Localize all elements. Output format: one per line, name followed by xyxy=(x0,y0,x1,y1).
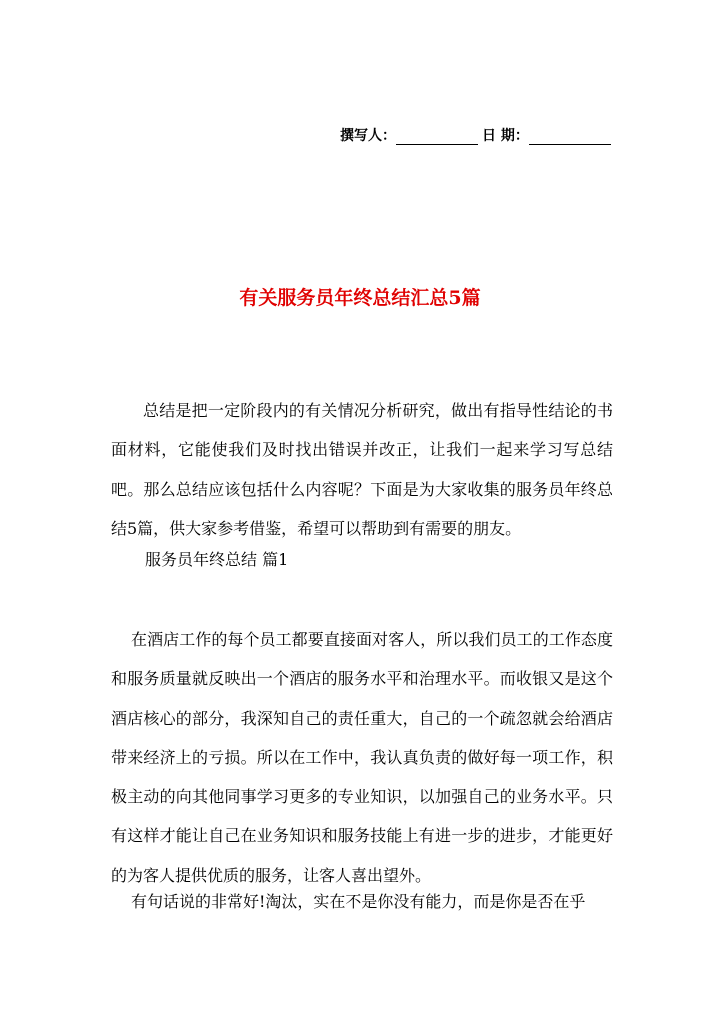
date-label: 日 期： xyxy=(482,128,529,144)
intro-paragraph: 总结是把一定阶段内的有关情况分析研究，做出有指导性结论的书面材料，它能使我们及时找出错误并改正，让我们一起来学习写总结吧。那么总结应该包括什么内容呢？下面是为大家收集的服务员年终总结5篇，供大家参考借鉴，希望可以帮助到有需要的朋友。 xyxy=(111,401,613,538)
body-paragraph-1: 在酒店工作的每个员工都要直接面对客人，所以我们员工的工作态度和服务质量就反映出一个酒店的服务水平和治理水平。而收银又是这个酒店核心的部分，我深知自己的责任重大，自己的一个疏忽就会给酒店带来经济上的亏损。所以在工作中，我认真负责的做好每一项工作，积极主动的向其他同事学习更多的专业知识，以加强自己的业务水平。只有这样才能让自己在业务知识和服务技能上有进一步的进步，才能更好的为客人提供优质的服务，让客人喜出望外。 xyxy=(111,630,613,885)
date-blank-line xyxy=(529,130,611,145)
document-title: 有关服务员年终总结汇总5篇 xyxy=(239,287,481,309)
author-label: 撰写人： xyxy=(340,128,396,144)
body-paragraph-2: 有句话说的非常好!淘汰，实在不是你没有能力，而是你是否在乎 xyxy=(131,892,586,911)
author-blank-line xyxy=(396,130,478,145)
section-heading: 服务员年终总结 篇1 xyxy=(145,550,289,569)
document-header xyxy=(340,125,611,145)
